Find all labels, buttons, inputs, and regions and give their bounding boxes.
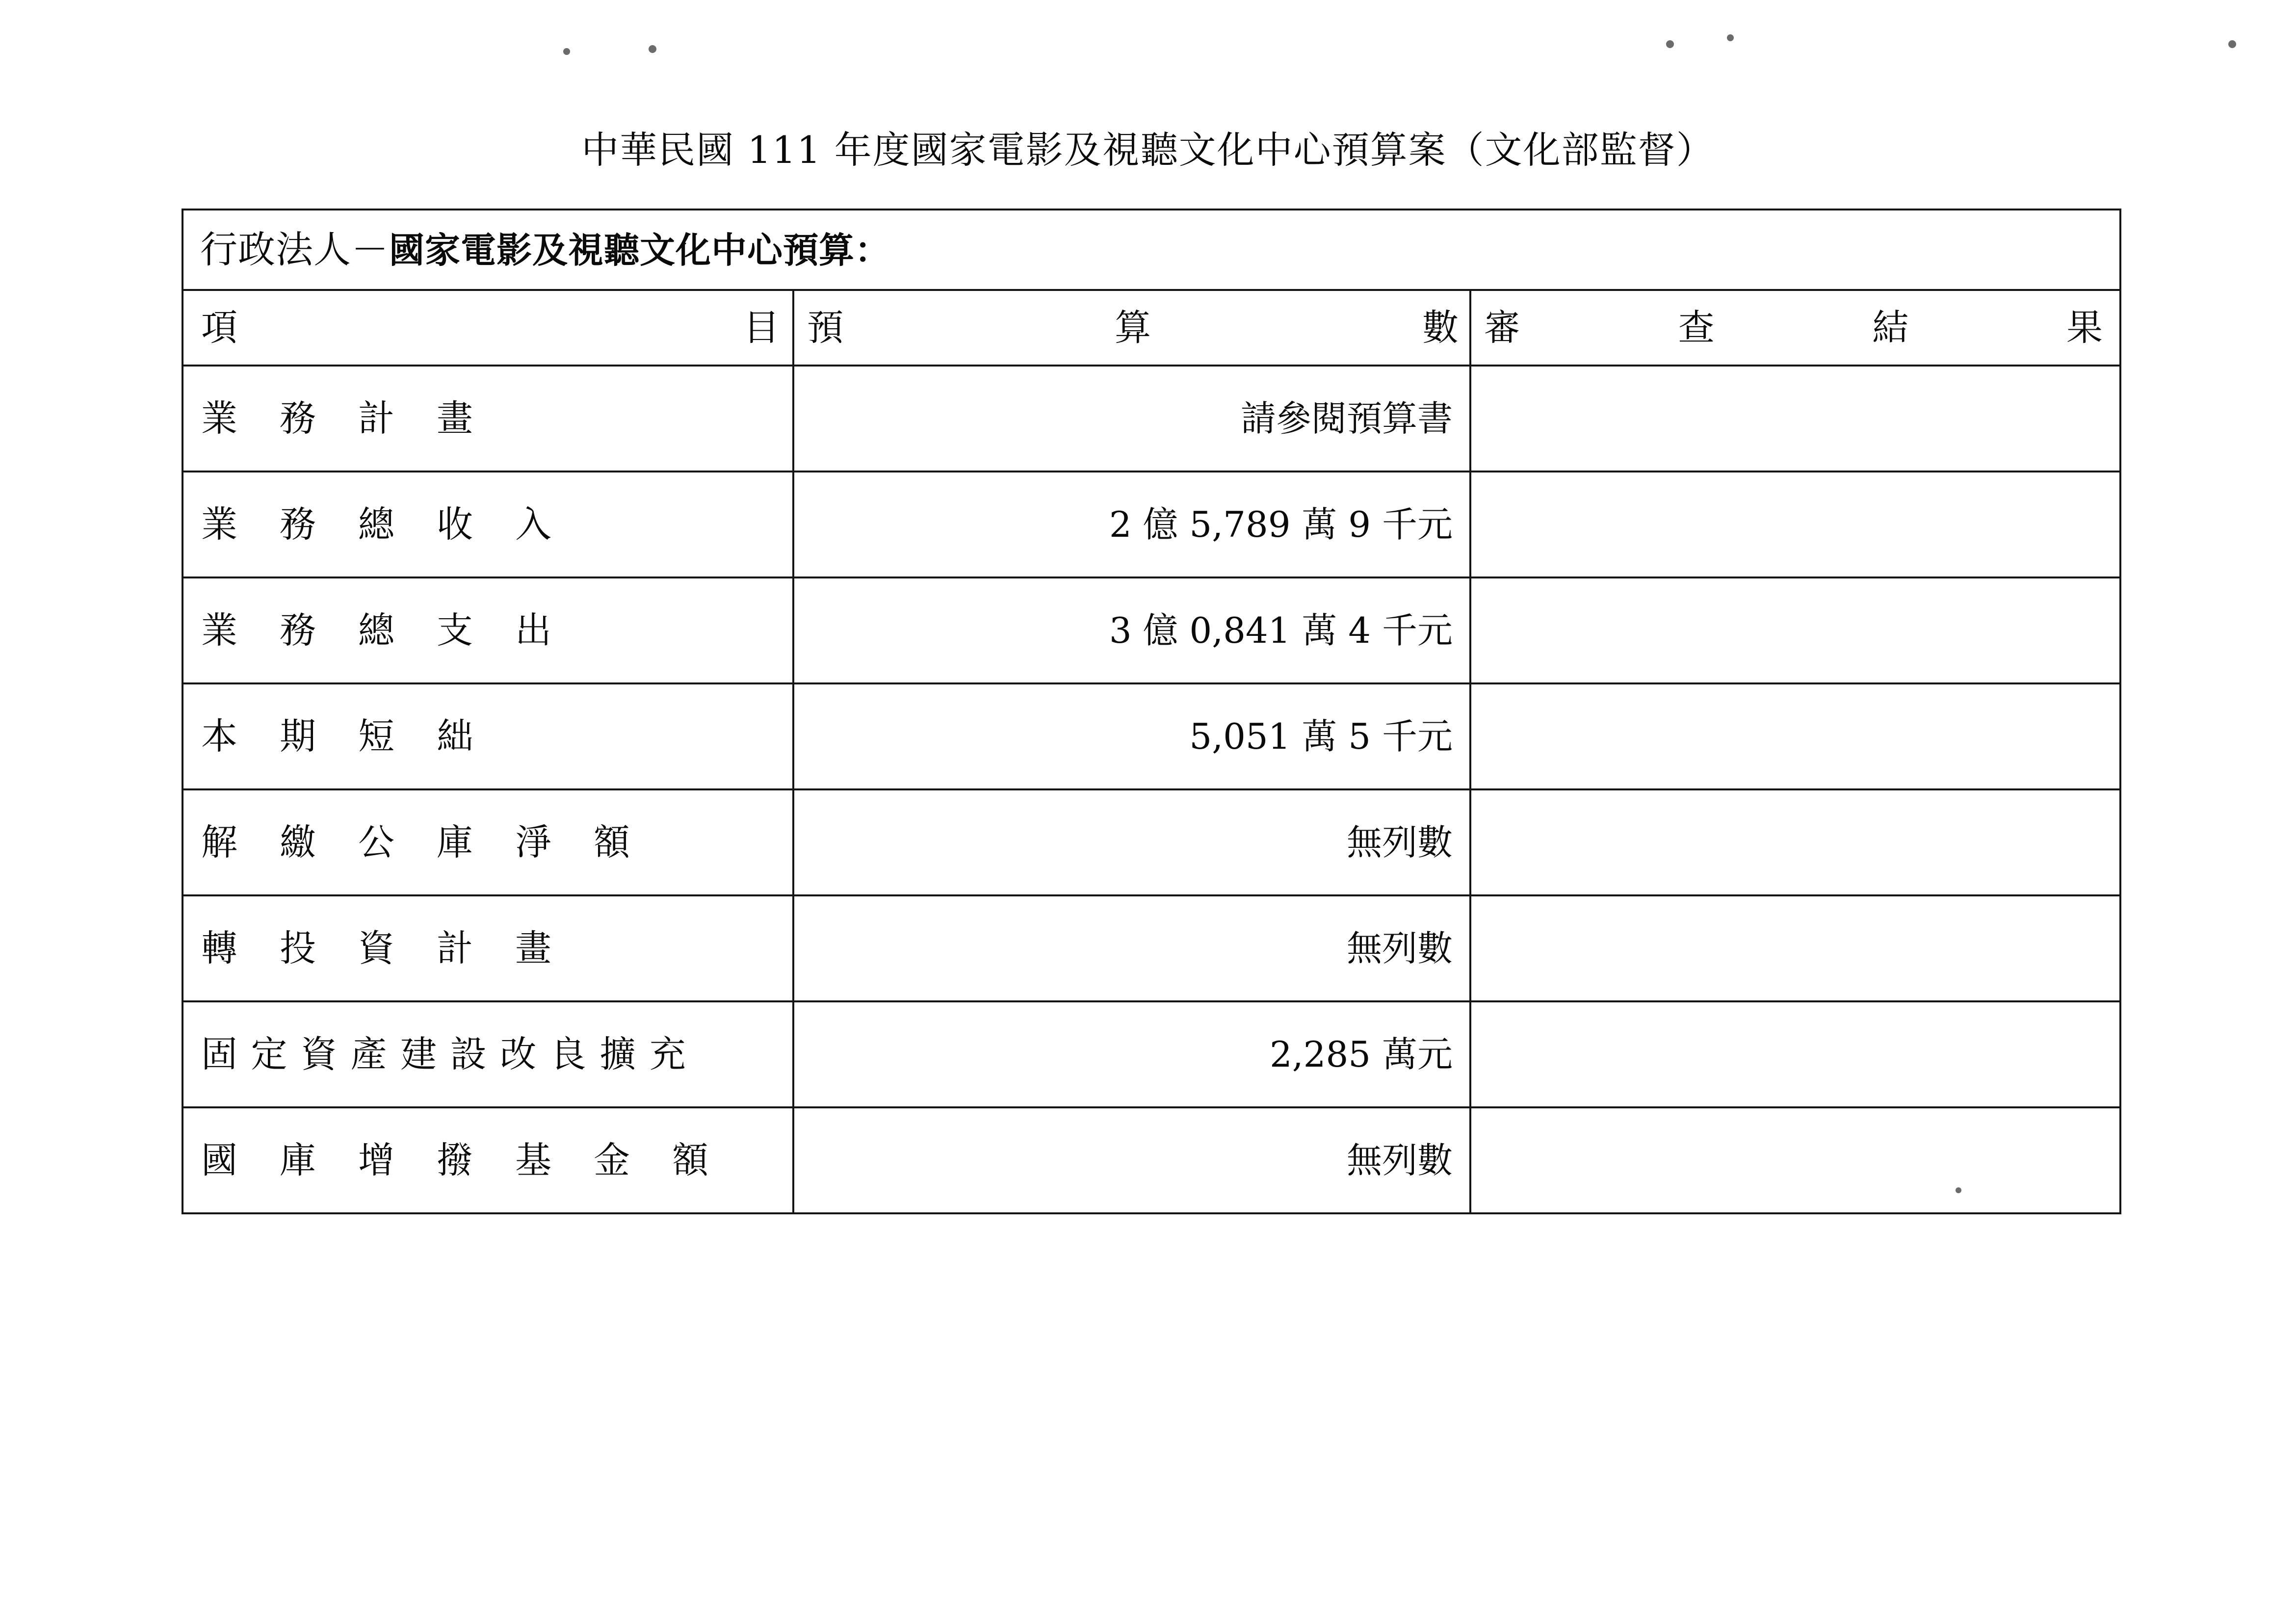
- header-result-mid: 查: [1678, 307, 1715, 349]
- row-amount-value: 2 億 5,789 萬 9 千元: [793, 471, 1470, 577]
- row-item-label: 業 務 總 收 入: [183, 471, 793, 577]
- page-title: 中華民國 111 年度國家電影及視聽文化中心預算案（文化部監督）: [581, 128, 1715, 172]
- row-item-label: 本 期 短 絀: [183, 683, 793, 789]
- row-result-value: [1470, 1107, 2120, 1213]
- table-row: [183, 577, 2120, 683]
- caption-bold: 國家電影及視聽文化中心預算：: [389, 229, 891, 271]
- table-row: [183, 366, 2120, 471]
- row-amount-value: 5,051 萬 5 千元: [793, 683, 1470, 789]
- header-amount-cell: [793, 290, 1470, 366]
- header-result-cell: [1470, 290, 2120, 366]
- row-result-value: [1470, 1001, 2120, 1107]
- table-row: [183, 895, 2120, 1001]
- row-amount-value: 2,285 萬元: [793, 1001, 1470, 1107]
- table-caption-cell: [183, 210, 2120, 290]
- table-row: [183, 1107, 2120, 1213]
- header-amount-right: 數: [1422, 307, 1459, 349]
- row-amount-value: 請參閱預算書: [793, 366, 1470, 471]
- row-result-value: [1470, 577, 2120, 683]
- row-item-label: 業 務 計 畫: [183, 366, 793, 471]
- header-item-right: 目: [743, 307, 780, 349]
- header-result-left: 審: [1484, 307, 1520, 349]
- header-result-mid2: 結: [1872, 307, 1909, 349]
- header-item-left: 項: [201, 307, 237, 349]
- row-amount-value: 無列數: [793, 895, 1470, 1001]
- row-item-label: 解 繳 公 庫 淨 額: [183, 789, 793, 895]
- row-result-value: [1470, 683, 2120, 789]
- table-row: [183, 1001, 2120, 1107]
- row-amount-value: 3 億 0,841 萬 4 千元: [793, 577, 1470, 683]
- header-result-right: 果: [2066, 307, 2103, 349]
- row-item-label: 業 務 總 支 出: [183, 577, 793, 683]
- row-result-value: [1470, 895, 2120, 1001]
- table-caption-row: [183, 210, 2120, 290]
- table-header-row: [183, 290, 2120, 366]
- scan-speck: [649, 45, 656, 53]
- row-item-label: 國 庫 增 撥 基 金 額: [183, 1107, 793, 1213]
- header-amount-left: 預: [807, 307, 843, 349]
- scan-speck: [1666, 40, 1674, 48]
- table-row: [183, 683, 2120, 789]
- row-result-value: [1470, 789, 2120, 895]
- row-result-value: [1470, 471, 2120, 577]
- scan-speck: [2228, 40, 2236, 48]
- header-item-cell: [183, 290, 793, 366]
- table-row: [183, 471, 2120, 577]
- scan-speck: [1727, 34, 1734, 41]
- row-item-label: 轉 投 資 計 畫: [183, 895, 793, 1001]
- row-item-label: 固 定 資 產 建 設 改 良 擴 充: [183, 1001, 793, 1107]
- budget-table-container: [182, 209, 2119, 1214]
- row-amount-value: 無列數: [793, 1107, 1470, 1213]
- row-amount-value: 無列數: [793, 789, 1470, 895]
- table-row: [183, 789, 2120, 895]
- header-amount-mid: 算: [1115, 307, 1151, 349]
- caption-lead: 行政法人－: [200, 228, 389, 271]
- scan-speck: [563, 48, 570, 55]
- budget-table: [182, 209, 2121, 1214]
- row-result-value: [1470, 366, 2120, 471]
